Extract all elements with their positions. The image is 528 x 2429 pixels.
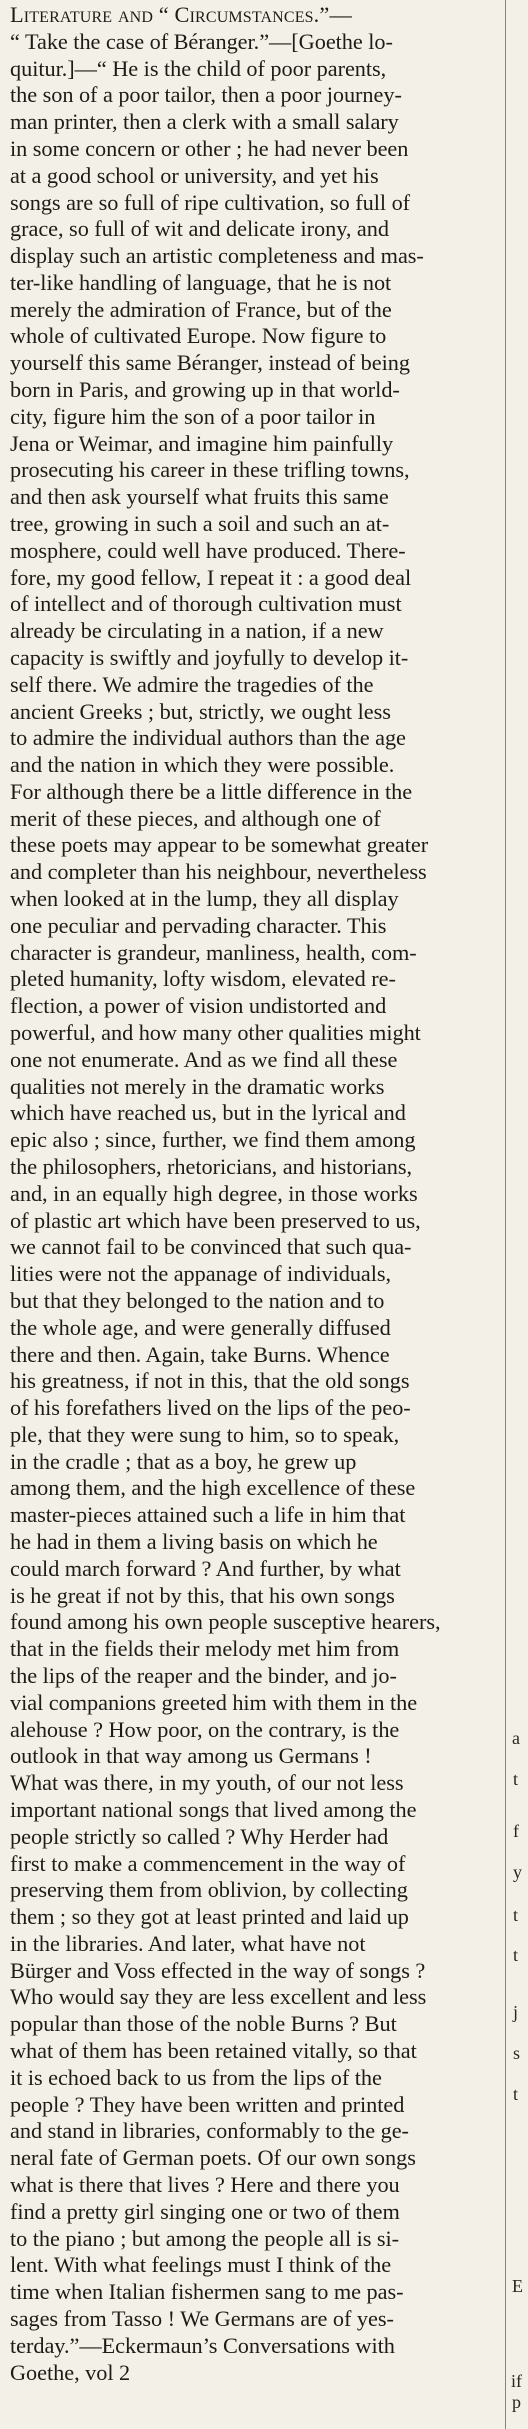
article-line: we cannot fail to be convinced that such qua- (10, 1234, 412, 1260)
article-line: he had in them a living basis on which he (10, 1529, 378, 1555)
article-line: outlook in that way among us Germans ! (10, 1743, 372, 1769)
article-line: grace, so full of wit and delicate irony, and (10, 216, 389, 242)
article-line: quitur.]—“ He is the child of poor parents, (10, 55, 387, 81)
article-line: find a pretty girl singing one or two of them (10, 2198, 400, 2224)
article-line: important national songs that lived among the (10, 1796, 417, 1822)
article-line: to the piano ; but among the people all is si- (10, 2225, 400, 2251)
article-line: first to make a commencement in the way of (10, 1850, 406, 1876)
article-line: capacity is swiftly and joyfully to develop it- (10, 644, 409, 670)
margin-fragment: E (512, 2276, 523, 2296)
article-line: people strictly so called ? Why Herder had (10, 1823, 389, 1849)
article-line: of his forefathers lived on the lips of the peo- (10, 1395, 411, 1421)
article-line: the whole age, and were generally diffused (10, 1314, 391, 1340)
article-line: qualities not merely in the dramatic works (10, 1073, 385, 1099)
article-line: these poets may appear to be somewhat greater (10, 832, 429, 858)
article-line: master-pieces attained such a life in him that (10, 1502, 406, 1528)
article-line: what is there that lives ? Here and there you (10, 2171, 400, 2197)
margin-fragment: t (513, 1905, 519, 1925)
article-line: character is grandeur, manliness, health, com- (10, 939, 417, 965)
article-line: lent. With what feelings must I think of the (10, 2252, 392, 2278)
article-line: it is echoed back to us from the lips of the (10, 2064, 382, 2090)
article-line: powerful, and how many other qualities might (10, 1020, 421, 1046)
article-line: and stand in libraries, conformably to the ge- (10, 2118, 409, 2144)
article-line: Who would say they are less excellent and less (10, 1984, 427, 2010)
article-line: the lips of the reaper and the binder, and jo- (10, 1662, 397, 1688)
article-line: flection, a power of vision undistorted and (10, 993, 387, 1019)
article-line: whole of cultivated Europe. Now figure to (10, 323, 387, 349)
article-line: that in the fields their melody met him from (10, 1636, 400, 1662)
article-line: time when Italian fishermen sang to me pas- (10, 2279, 404, 2305)
article-line: there and then. Again, take Burns. Whence (10, 1341, 390, 1367)
article-line: which have reached us, but in the lyrical and (10, 1100, 406, 1126)
margin-fragment: if (511, 2371, 522, 2391)
article-line: prosecuting his career in these trifling towns, (10, 457, 410, 483)
article-line: one not enumerate. And as we find all these (10, 1046, 398, 1072)
article-line: of plastic art which have been preserved to us, (10, 1207, 421, 1233)
article-line: people ? They have been written and printed (10, 2091, 405, 2117)
article-line: and, in an equally high degree, in those works (10, 1180, 418, 1206)
margin-fragment: t (513, 1945, 519, 1965)
article-line: to admire the individual authors than the age (10, 725, 406, 751)
margin-fragment: t (513, 1769, 519, 1789)
article-line: popular than those of the noble Burns ? But (10, 2011, 397, 2037)
article-line: among them, and the high excellence of these (10, 1475, 416, 1501)
article-line: but that they belonged to the nation and to (10, 1287, 385, 1313)
margin-fragment: y (513, 1862, 522, 1882)
article-line: already be circulating in a nation, if a new (10, 618, 384, 644)
article-line: sages from Tasso ! We Germans are of yes- (10, 2305, 394, 2331)
article-line: ter-like handling of language, that he is not (10, 269, 392, 295)
article-line: at a good school or university, and yet his (10, 162, 379, 188)
article-line: alehouse ? How poor, on the contrary, is the (10, 1716, 400, 1742)
article-line: could march forward ? And further, by what (10, 1555, 401, 1581)
article-line: tree, growing in such a soil and such an at- (10, 511, 390, 536)
article-line: and then ask yourself what fruits this same (10, 484, 389, 510)
article-line: and completer than his neighbour, nevertheless (10, 859, 427, 885)
article-line: preserving them from oblivion, by collecting (10, 1877, 408, 1903)
margin-fragment: p (512, 2392, 521, 2412)
article-line: in the cradle ; that as a boy, he grew up (10, 1448, 357, 1474)
article-line: vial companions greeted him with them in the (10, 1689, 418, 1715)
article-heading: Literature and “ Circumstances.”— (10, 2, 352, 27)
margin-fragment: f (513, 1821, 519, 1841)
article-line: man printer, then a clerk with a small salary (10, 109, 399, 135)
article-line: “ Take the case of Béranger.”—[Goethe lo- (10, 28, 393, 54)
article-line: Goethe, vol 2 (10, 2359, 131, 2385)
article-line: city, figure him the son of a poor tailor in (10, 403, 376, 429)
article-line: Jena or Weimar, and imagine him painfully (10, 430, 394, 456)
article-line: What was there, in my youth, of our not less (10, 1770, 404, 1796)
article-line: is he great if not by this, that his own songs (10, 1582, 395, 1608)
article-line: mosphere, could well have produced. There- (10, 537, 406, 563)
article-line: born in Paris, and growing up in that world- (10, 377, 400, 403)
article-line: the son of a poor tailor, then a poor journey- (10, 82, 402, 108)
article-line: yourself this same Béranger, instead of being (10, 350, 410, 376)
article-line: the philosophers, rhetoricians, and historians, (10, 1153, 413, 1179)
article-line: and the nation in which they were possible. (10, 752, 395, 778)
article-line: self there. We admire the tragedies of the (10, 671, 374, 697)
article-line: of intellect and of thorough cultivation must (10, 591, 402, 617)
article-line: fore, my good fellow, I repeat it : a good deal (10, 564, 412, 590)
article-line: ple, that they were sung to him, so to speak, (10, 1421, 400, 1447)
article-line: his greatness, if not in this, that the old songs (10, 1368, 410, 1394)
article-line: ancient Greeks ; but, strictly, we ought less (10, 698, 391, 724)
article-line: when looked at in the lump, they all display (10, 886, 399, 912)
article-line: found among his own people susceptive hearers, (10, 1609, 441, 1635)
article-line: one peculiar and pervading character. This (10, 912, 387, 938)
article-line: merely the admiration of France, but of the (10, 296, 392, 322)
article-line: terday.”—Eckermaun’s Conversations with (10, 2332, 395, 2358)
article-line: Bürger and Voss effected in the way of songs ? (10, 1957, 426, 1983)
article-line: merit of these pieces, and although one of (10, 805, 381, 831)
article-line: songs are so full of ripe cultivation, so full of (10, 189, 411, 215)
article-line: For although there be a little difference in the (10, 778, 413, 804)
margin-fragment: s (513, 2043, 521, 2063)
margin-fragment: a (512, 1728, 520, 1748)
article-line: pleted humanity, lofty wisdom, elevated re- (10, 966, 396, 992)
article-line: what of them has been retained vitally, so that (10, 2038, 417, 2064)
article-line: display such an artistic completeness and mas- (10, 243, 424, 269)
article-line: lities were not the appanage of individuals, (10, 1261, 392, 1287)
article-line: them ; so they got at least printed and laid up (10, 1904, 409, 1930)
article-line: neral fate of German poets. Of our own songs (10, 2145, 416, 2171)
margin-fragment: j (513, 2002, 519, 2022)
article-line: in the libraries. And later, what have not (10, 1930, 366, 1956)
article-line: epic also ; since, further, we find them among (10, 1127, 416, 1153)
article-line: in some concern or other ; he had never been (10, 135, 409, 161)
margin-fragment: t (513, 2084, 519, 2104)
